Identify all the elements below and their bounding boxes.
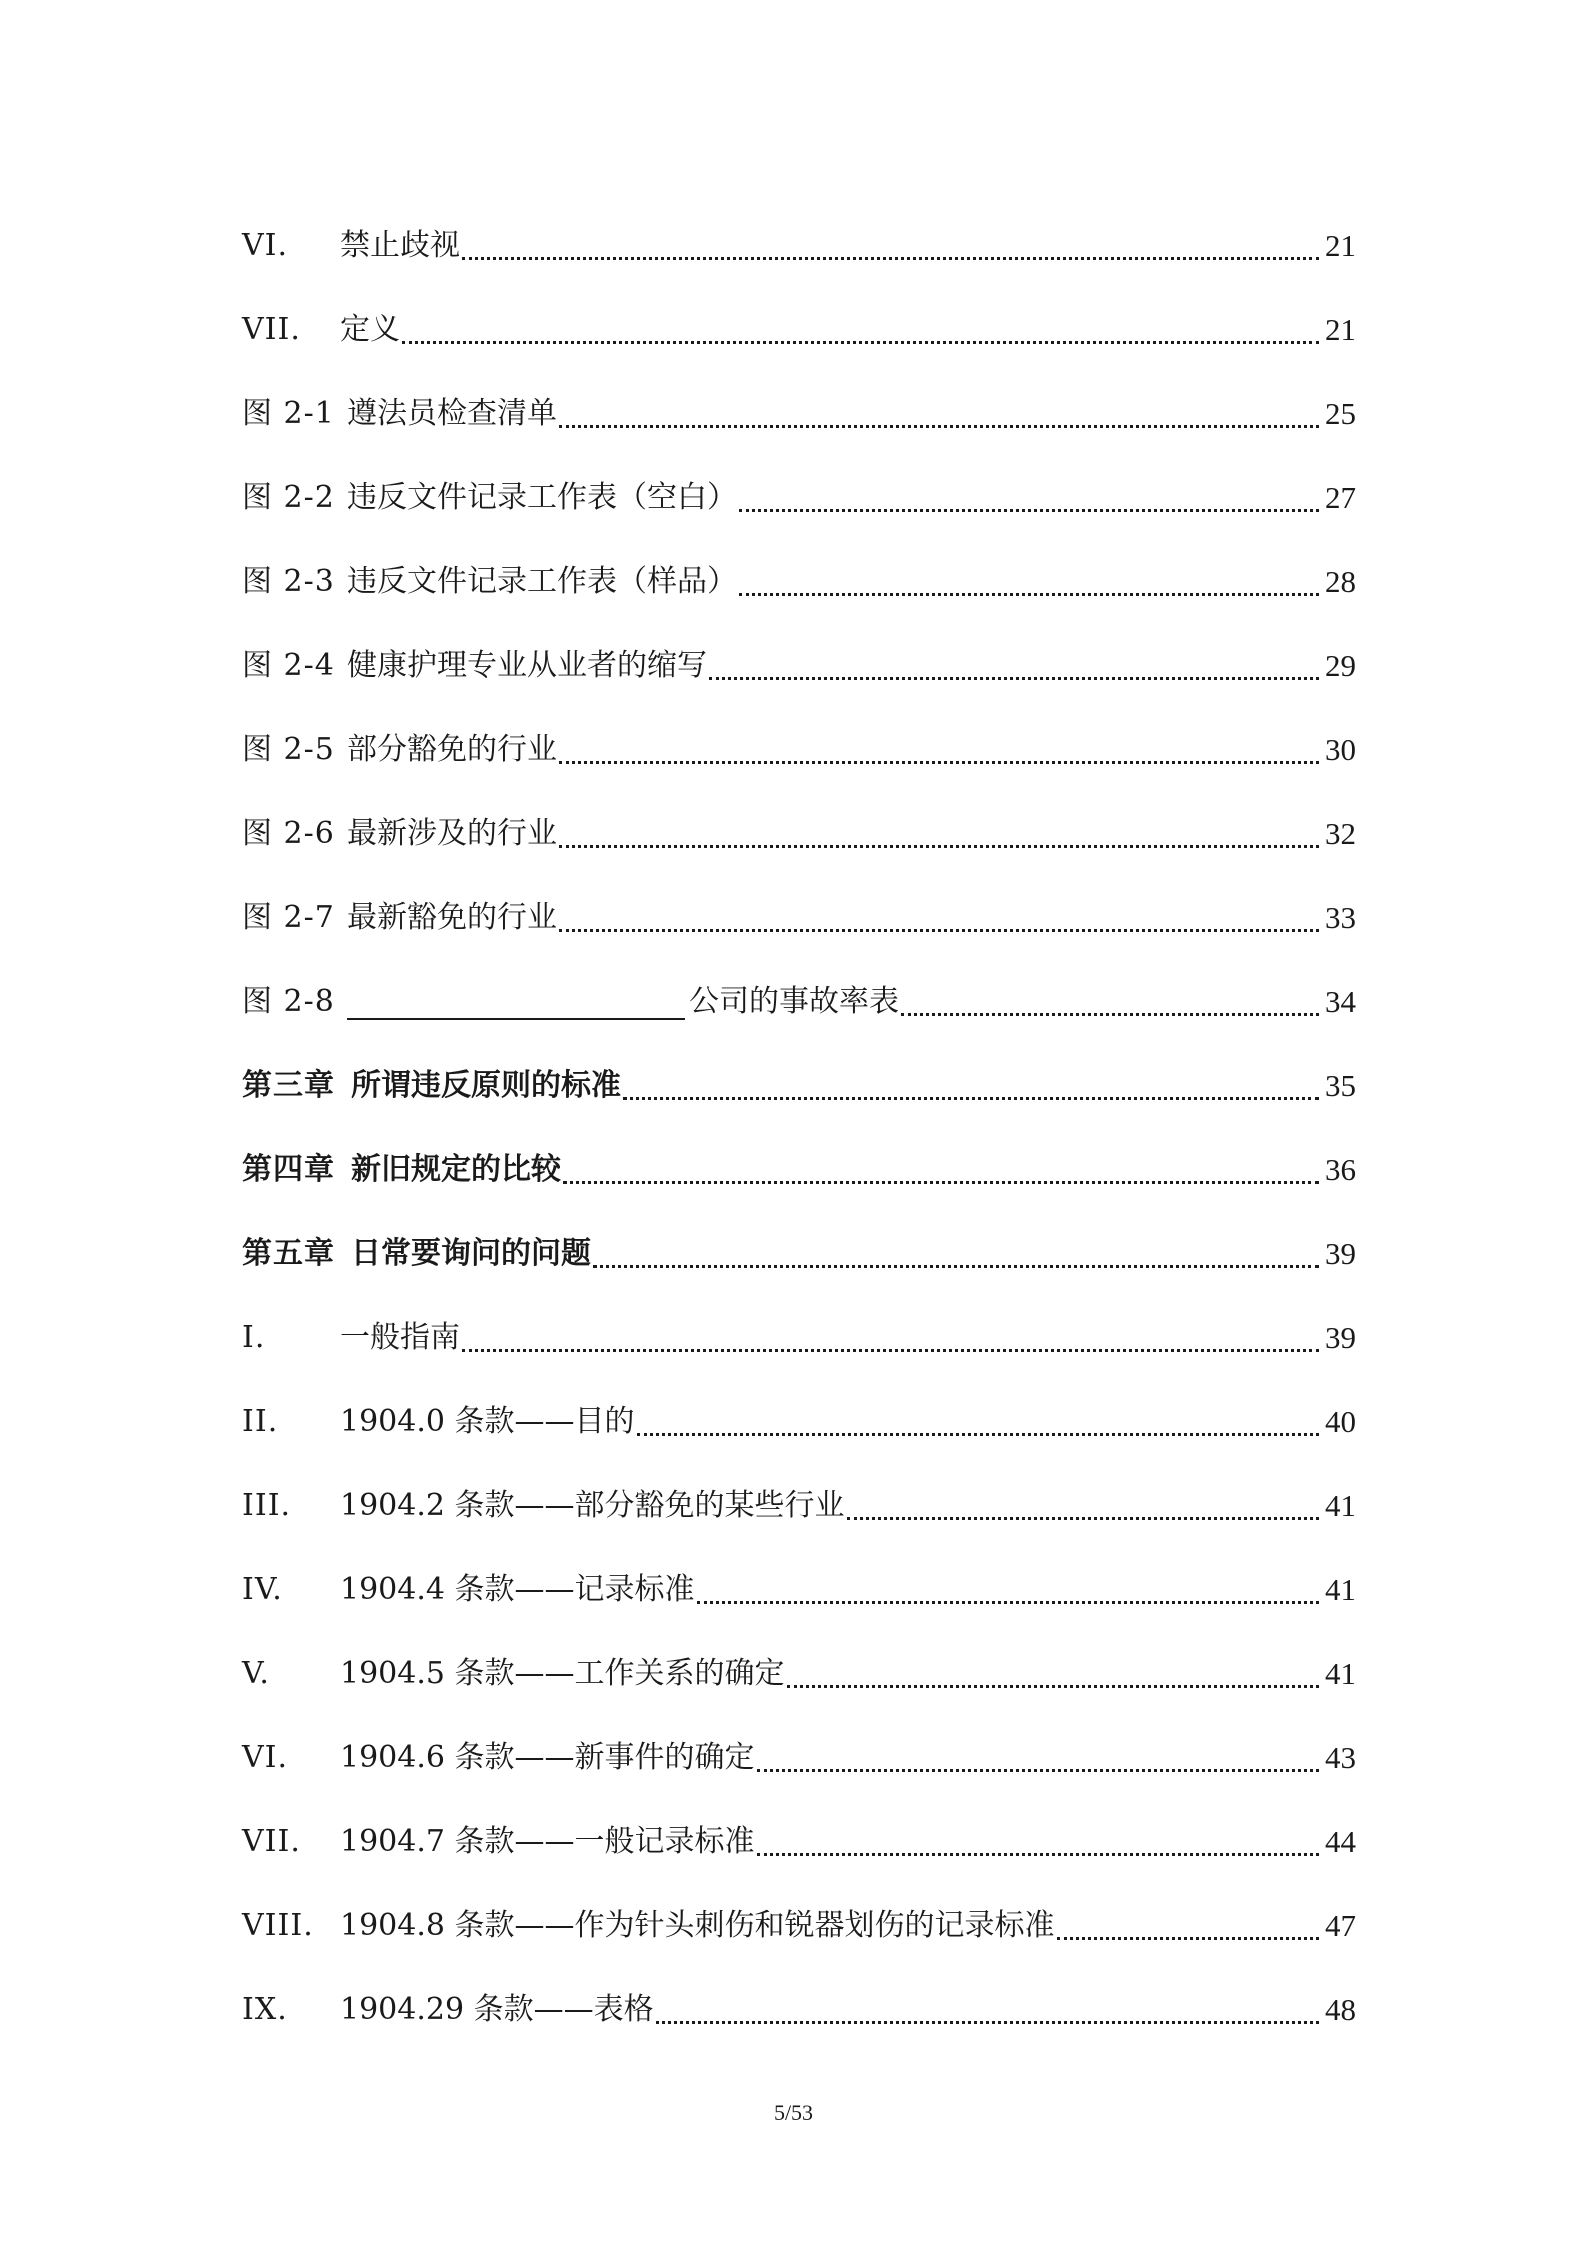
dot-leader	[739, 509, 1319, 512]
toc-entry-number: 图 2-7	[242, 900, 335, 935]
toc-entry-figure-2-6[interactable]	[242, 768, 1356, 852]
dot-leader	[462, 1349, 1319, 1352]
toc-entry-title: 违反文件记录工作表（样品）	[347, 564, 737, 599]
dot-leader	[559, 425, 1319, 428]
toc-entry-i-general-guidance[interactable]	[242, 1272, 1356, 1356]
toc-entry-figure-2-1[interactable]	[242, 348, 1356, 432]
toc-entry-title: 违反文件记录工作表（空白）	[347, 480, 737, 515]
toc-entry-number: 第四章	[242, 1152, 335, 1187]
fill-in-blank-line	[347, 990, 685, 1020]
toc-entry-page: 43	[1325, 1740, 1356, 1775]
table-of-contents	[242, 180, 1356, 2028]
dot-leader	[847, 1517, 1319, 1520]
toc-entry-chapter-5[interactable]	[242, 1188, 1356, 1272]
toc-entry-vi-1904-6[interactable]	[242, 1692, 1356, 1776]
toc-entry-viii-1904-8[interactable]	[242, 1860, 1356, 1944]
toc-entry-title: 1904.5 条款——工作关系的确定	[340, 1656, 785, 1691]
dot-leader	[559, 761, 1319, 764]
toc-entry-page: 40	[1325, 1404, 1356, 1439]
toc-entry-number: VI.	[242, 1740, 289, 1775]
toc-entry-chapter-3[interactable]	[242, 1020, 1356, 1104]
dot-leader	[656, 2021, 1319, 2024]
dot-leader	[593, 1265, 1319, 1268]
toc-entry-title: 禁止歧视	[340, 228, 460, 263]
toc-entry-title: 公司的事故率表	[689, 984, 899, 1019]
toc-entry-title: 最新豁免的行业	[347, 900, 557, 935]
toc-entry-page: 41	[1325, 1488, 1356, 1523]
toc-entry-page: 47	[1325, 1908, 1356, 1943]
toc-entry-figure-2-5[interactable]	[242, 684, 1356, 768]
toc-entry-page: 33	[1325, 900, 1356, 935]
toc-entry-number: VI.	[242, 228, 289, 263]
toc-entry-number: IX.	[242, 1992, 288, 2027]
dot-leader	[739, 593, 1319, 596]
toc-entry-title: 部分豁免的行业	[347, 732, 557, 767]
toc-entry-number: 图 2-6	[242, 816, 335, 851]
toc-entry-page: 21	[1325, 228, 1356, 263]
toc-entry-number: IV.	[242, 1572, 283, 1607]
toc-entry-number: 图 2-3	[242, 564, 335, 599]
page-number: 5/53	[773, 2100, 814, 2125]
toc-entry-number: I.	[242, 1320, 266, 1355]
toc-entry-page: 41	[1325, 1572, 1356, 1607]
toc-entry-ix-1904-29[interactable]	[242, 1944, 1356, 2028]
dot-leader	[787, 1685, 1319, 1688]
toc-entry-page: 21	[1325, 312, 1356, 347]
dot-leader	[623, 1097, 1319, 1100]
dot-leader	[697, 1601, 1319, 1604]
toc-entry-number: III.	[242, 1488, 292, 1523]
toc-entry-page: 44	[1325, 1824, 1356, 1859]
toc-entry-figure-2-8[interactable]	[242, 936, 1356, 1020]
toc-entry-title: 1904.29 条款——表格	[340, 1992, 654, 2027]
toc-entry-title: 新旧规定的比较	[351, 1152, 561, 1187]
toc-entry-v-1904-5[interactable]	[242, 1608, 1356, 1692]
toc-entry-figure-2-4[interactable]	[242, 600, 1356, 684]
toc-entry-title: 一般指南	[340, 1320, 460, 1355]
toc-entry-title: 定义	[340, 312, 400, 347]
toc-entry-title: 1904.6 条款——新事件的确定	[340, 1740, 755, 1775]
dot-leader	[559, 845, 1319, 848]
toc-entry-title: 1904.0 条款——目的	[340, 1404, 635, 1439]
toc-entry-title: 遵法员检查清单	[347, 396, 557, 431]
page-footer	[0, 2100, 1587, 2126]
toc-entry-vii-1904-7[interactable]	[242, 1776, 1356, 1860]
dot-leader	[402, 341, 1319, 344]
toc-entry-page: 34	[1325, 984, 1356, 1019]
toc-entry-page: 48	[1325, 1992, 1356, 2027]
toc-entry-title: 1904.4 条款——记录标准	[340, 1572, 695, 1607]
dot-leader	[901, 1013, 1319, 1016]
toc-entry-figure-2-2[interactable]	[242, 432, 1356, 516]
toc-entry-number: VII.	[242, 312, 301, 347]
dot-leader	[1057, 1937, 1319, 1940]
toc-entry-number: 图 2-1	[242, 396, 335, 431]
toc-entry-page: 32	[1325, 816, 1356, 851]
toc-entry-figure-2-7[interactable]	[242, 852, 1356, 936]
toc-entry-number: VII.	[242, 1824, 301, 1859]
toc-entry-title: 健康护理专业从业者的缩写	[347, 648, 707, 683]
toc-entry-title: 所谓违反原则的标准	[351, 1068, 621, 1103]
toc-entry-page: 39	[1325, 1320, 1356, 1355]
toc-entry-page: 36	[1325, 1152, 1356, 1187]
toc-entry-vii-definitions[interactable]	[242, 264, 1356, 348]
toc-entry-ii-1904-0[interactable]	[242, 1356, 1356, 1440]
toc-entry-page: 39	[1325, 1236, 1356, 1271]
dot-leader	[563, 1181, 1319, 1184]
toc-entry-iii-1904-2[interactable]	[242, 1440, 1356, 1524]
toc-entry-number: 图 2-2	[242, 480, 335, 515]
toc-entry-title: 日常要询问的问题	[351, 1236, 591, 1271]
dot-leader	[559, 929, 1319, 932]
toc-entry-page: 29	[1325, 648, 1356, 683]
toc-entry-title: 最新涉及的行业	[347, 816, 557, 851]
dot-leader	[709, 677, 1319, 680]
toc-entry-number: 图 2-4	[242, 648, 335, 683]
toc-entry-page: 25	[1325, 396, 1356, 431]
toc-entry-page: 41	[1325, 1656, 1356, 1691]
toc-entry-number: II.	[242, 1404, 279, 1439]
dot-leader	[757, 1769, 1319, 1772]
toc-entry-page: 28	[1325, 564, 1356, 599]
toc-entry-page: 27	[1325, 480, 1356, 515]
toc-entry-chapter-4[interactable]	[242, 1104, 1356, 1188]
toc-entry-number: 图 2-5	[242, 732, 335, 767]
toc-entry-number: 第三章	[242, 1068, 335, 1103]
dot-leader	[757, 1853, 1319, 1856]
toc-entry-title: 1904.8 条款——作为针头刺伤和锐器划伤的记录标准	[340, 1908, 1055, 1943]
toc-entry-page: 30	[1325, 732, 1356, 767]
dot-leader	[462, 257, 1319, 260]
toc-entry-number: V.	[242, 1656, 270, 1691]
toc-entry-iv-1904-4[interactable]	[242, 1524, 1356, 1608]
toc-entry-page: 35	[1325, 1068, 1356, 1103]
toc-entry-number: 图 2-8	[242, 984, 335, 1019]
toc-entry-number: 第五章	[242, 1236, 335, 1271]
toc-entry-title: 1904.7 条款——一般记录标准	[340, 1824, 755, 1859]
toc-entry-figure-2-3[interactable]	[242, 516, 1356, 600]
toc-entry-title: 1904.2 条款——部分豁免的某些行业	[340, 1488, 845, 1523]
toc-entry-number: VIII.	[242, 1908, 314, 1943]
toc-entry-vi-nondiscrimination[interactable]	[242, 180, 1356, 264]
dot-leader	[637, 1433, 1319, 1436]
